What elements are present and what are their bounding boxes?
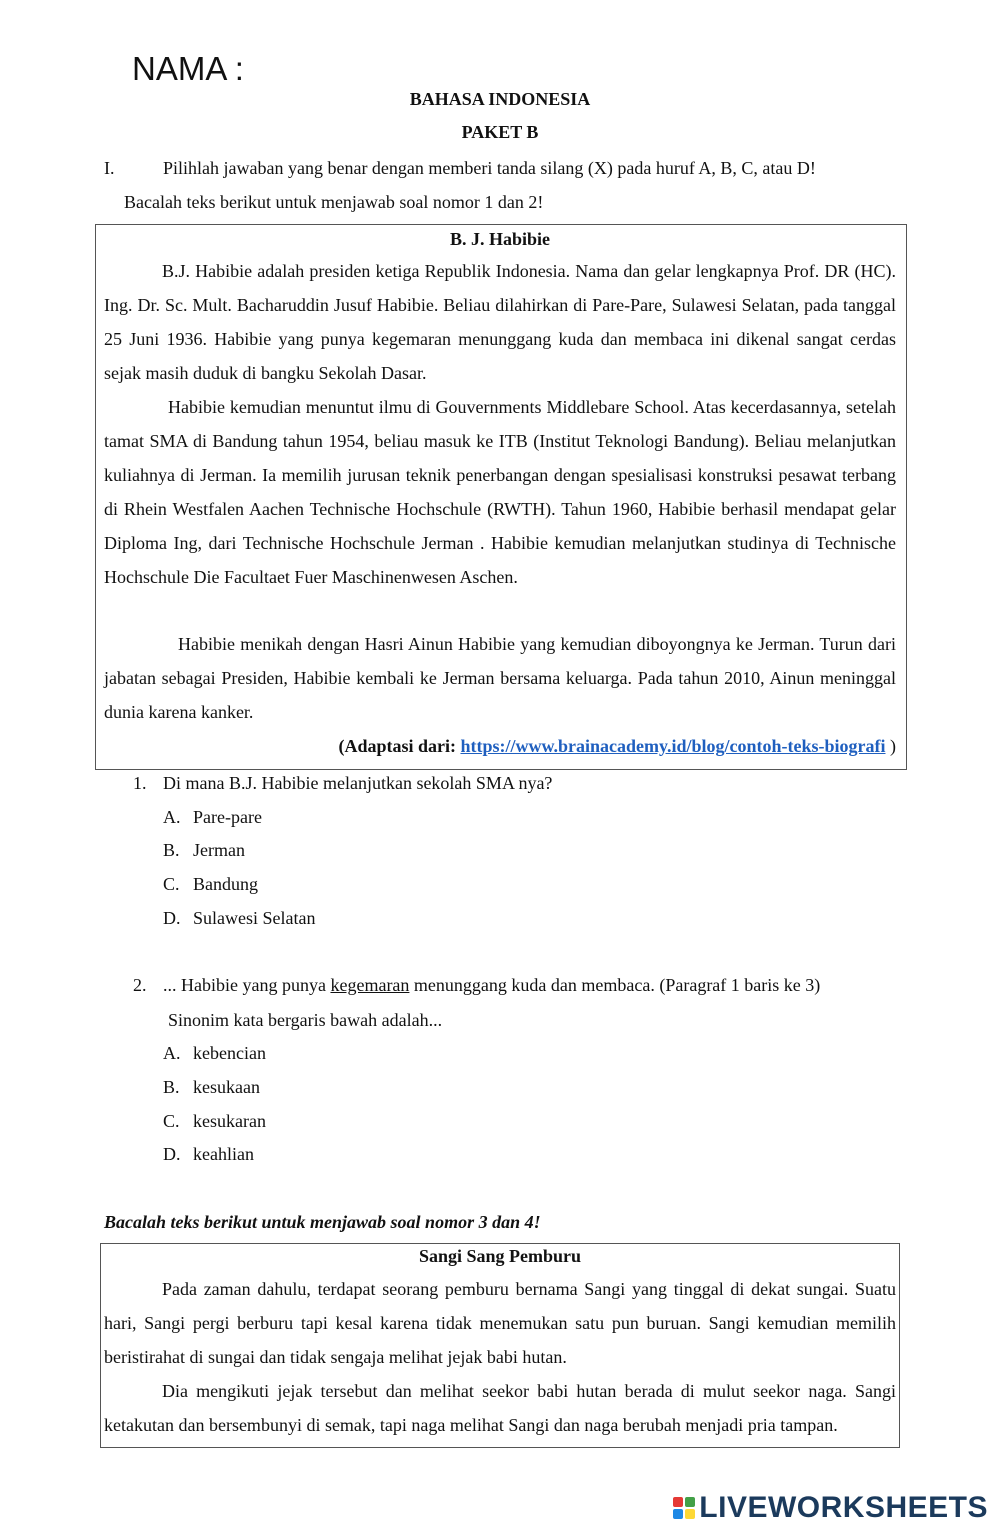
subject-title: BAHASA INDONESIA (409, 89, 591, 109)
passage-1-title: B. J. Habibie (449, 229, 551, 249)
watermark-text: LIVEWORKSHEETS (699, 1491, 988, 1524)
question-2-text (163, 974, 820, 996)
instruction-text: Pilihlah jawaban yang benar dengan memberi tanda silang (X) pada huruf A, B, C, atau D! (163, 158, 816, 178)
q2-option-d[interactable] (163, 1143, 254, 1165)
q1-option-b[interactable] (163, 839, 245, 861)
q2-option-a[interactable] (163, 1042, 266, 1064)
passage-1-paragraph-1: B.J. Habibie adalah presiden ketiga Republik Indonesia. Nama dan gelar lengkapnya Prof. DR (HC). Ing. Dr. Sc. Mult. Bacharuddin Jusuf Habibie. Beliau dilahirkan di Pare-Pare, Sulawesi Selatan, pada tanggal 25 Juni 1936. Habibie yang punya kegemaran menunggang kuda dan membaca ini dikenal sangat cerdas sejak masih duduk di bangku Sekolah Dasar. (104, 261, 896, 383)
question-1-number: 1. (133, 773, 147, 793)
q2-option-c[interactable] (163, 1110, 266, 1132)
q2-option-b[interactable] (163, 1076, 260, 1098)
option-letter: D. (163, 908, 181, 928)
option-letter: C. (163, 1111, 180, 1131)
option-text: kesukaran (193, 1111, 266, 1131)
question-2-subtext: Sinonim kata bergaris bawah adalah... (168, 1010, 443, 1030)
q2-text-after: menunggang kuda dan membaca. (Paragraf 1 baris ke 3) (409, 975, 821, 995)
question-2-number: 2. (133, 975, 147, 995)
option-text: Bandung (193, 874, 258, 894)
passage-1-paragraph-2: Habibie kemudian menuntut ilmu di Gouvernments Middlebare School. Atas kecerdasannya, setelah tamat SMA di Bandung tahun 1954, beliau masuk ke ITB (Institut Teknologi Bandung). Beliau melanjutkan kuliahnya di Jerman. Ia memilih jurusan teknik penerbangan dengan spesialisasi konstruksi pesawat terbang di Rhein Westfalen Aachen Technische Hochschule (RWTH). Tahun 1960, Habibie berhasil mendapat gelar Diploma Ing, dari Technische Hochschule Jerman . Habibie kemudian melanjutkan studinya di Technische Hochschule Die Facultaet Fuer Maschinenwesen Aschen. (104, 397, 896, 587)
liveworksheets-watermark (673, 1488, 988, 1528)
passage-2-paragraph-2: Dia mengikuti jejak tersebut dan melihat seekor babi hutan berada di mulut seekor naga. Sangi ketakutan dan bersembunyi di semak, tapi naga melihat Sangi dan naga berubah menjadi pria tampan. (104, 1381, 896, 1435)
option-letter: B. (163, 1077, 180, 1097)
option-text: kesukaan (193, 1077, 260, 1097)
q1-option-c[interactable] (163, 873, 258, 895)
option-letter: A. (163, 1043, 181, 1063)
source-link[interactable]: https://www.brainacademy.id/blog/contoh-teks-biografi (460, 736, 886, 756)
q1-option-a[interactable] (163, 806, 262, 828)
read-prompt-2: Bacalah teks berikut untuk menjawab soal nomor 3 dan 4! (104, 1212, 541, 1232)
option-text: Jerman (193, 840, 245, 860)
source-prefix: (Adaptasi dari: (338, 736, 461, 756)
read-prompt-1: Bacalah teks berikut untuk menjawab soal nomor 1 dan 2! (124, 192, 544, 212)
option-letter: A. (163, 807, 181, 827)
passage-2-paragraph-1: Pada zaman dahulu, terdapat seorang pemburu bernama Sangi yang tinggal di dekat sungai. Suatu hari, Sangi pergi berburu tapi kesal karena tidak menemukan satu pun buruan. Sangi kemudian memilih beristirahat di sungai dan tidak sengaja melihat jejak babi hutan. (104, 1279, 896, 1367)
passage-2-title: Sangi Sang Pemburu (418, 1246, 582, 1266)
option-letter: B. (163, 840, 180, 860)
option-letter: C. (163, 874, 180, 894)
question-1-text: Di mana B.J. Habibie melanjutkan sekolah SMA nya? (163, 773, 553, 793)
option-text: Pare-pare (193, 807, 262, 827)
liveworksheets-logo-icon (673, 1497, 695, 1519)
nama-label: NAMA : (132, 50, 244, 87)
option-letter: D. (163, 1144, 181, 1164)
source-suffix: ) (885, 736, 896, 756)
q2-underlined-word: kegemaran (330, 975, 410, 995)
q2-text-before: ... Habibie yang punya (163, 975, 331, 995)
q1-option-d[interactable] (163, 907, 316, 929)
package-title: PAKET B (461, 122, 539, 142)
instruction-number: I. (104, 158, 115, 178)
option-text: Sulawesi Selatan (193, 908, 316, 928)
option-text: keahlian (193, 1144, 254, 1164)
passage-1-source (338, 735, 896, 757)
passage-1-paragraph-3: Habibie menikah dengan Hasri Ainun Habibie yang kemudian diboyongnya ke Jerman. Turun dari jabatan sebagai Presiden, Habibie kembali ke Jerman bersama keluarga. Pada tahun 2010, Ainun meninggal dunia karena kanker. (104, 634, 896, 722)
option-text: kebencian (193, 1043, 266, 1063)
